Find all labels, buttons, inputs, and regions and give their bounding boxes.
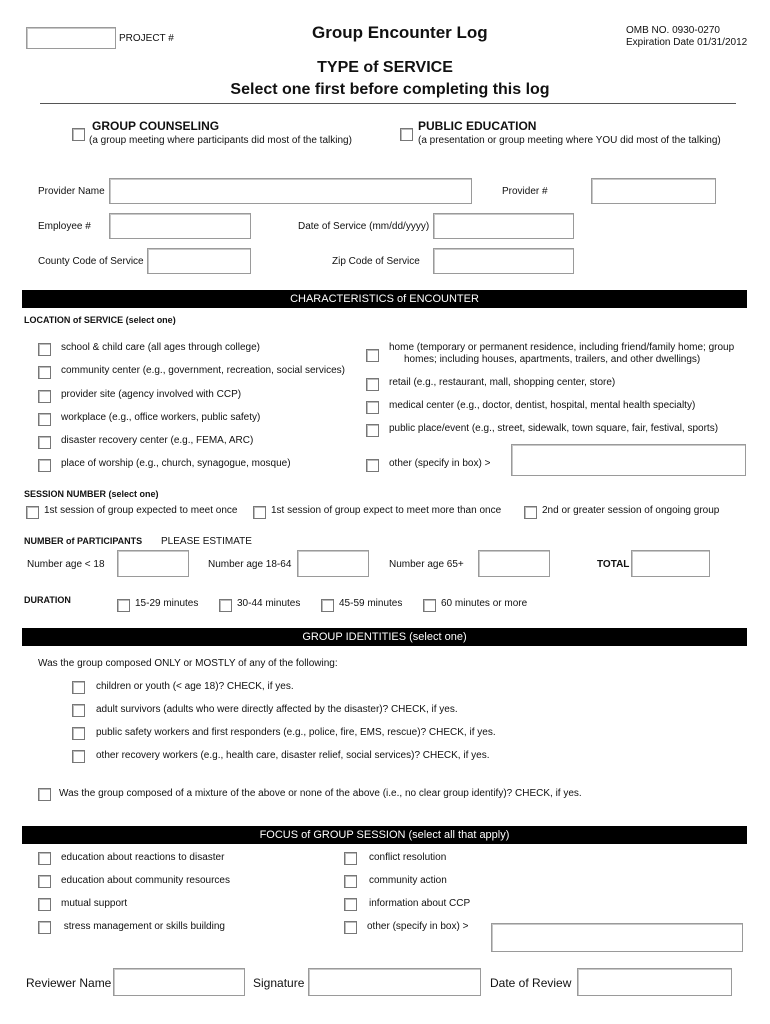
location-disaster-recovery-checkbox[interactable] bbox=[38, 436, 51, 449]
session-more-than-once-checkbox[interactable] bbox=[253, 506, 266, 519]
location-school-checkbox[interactable] bbox=[38, 343, 51, 356]
participants-estimate: PLEASE ESTIMATE bbox=[161, 536, 252, 547]
duration-label: DURATION bbox=[24, 595, 71, 605]
duration-45-59-label: 45-59 minutes bbox=[339, 598, 403, 609]
age-18-64-label: Number age 18-64 bbox=[208, 559, 292, 570]
focus-stress-management-label: stress management or skills building bbox=[61, 921, 225, 932]
project-number-input[interactable] bbox=[26, 27, 116, 49]
identity-public-safety-label: public safety workers and first responders (e.g., police, fire, EMS, rescue)? CHECK, if yes. bbox=[96, 727, 496, 738]
county-code-label: County Code of Service bbox=[38, 256, 144, 267]
age-under-18-input[interactable] bbox=[117, 550, 189, 577]
public-education-checkbox[interactable] bbox=[400, 128, 413, 141]
focus-community-resources-label: education about community resources bbox=[61, 875, 230, 886]
session-ongoing-label: 2nd or greater session of ongoing group bbox=[542, 505, 720, 516]
location-public-place-label: public place/event (e.g., street, sidewalk, town square, fair, festival, sports) bbox=[389, 423, 719, 434]
age-65-plus-label: Number age 65+ bbox=[389, 559, 464, 570]
location-public-place-checkbox[interactable] bbox=[366, 424, 379, 437]
identity-mixture-label: Was the group composed of a mixture of the above or none of the above (i.e., no clear group identify)? CHECK, if yes. bbox=[59, 788, 582, 799]
type-of-service-subtitle: Select one first before completing this log bbox=[230, 81, 550, 98]
date-of-review-input[interactable] bbox=[577, 968, 732, 996]
provider-name-label: Provider Name bbox=[38, 186, 105, 197]
zip-code-input[interactable] bbox=[433, 248, 574, 274]
employee-number-label: Employee # bbox=[38, 221, 91, 232]
group-counseling-checkbox[interactable] bbox=[72, 128, 85, 141]
duration-30-44-label: 30-44 minutes bbox=[237, 598, 301, 609]
location-home-label-2: homes; including houses, apartments, trailers, and other dwellings) bbox=[404, 354, 701, 365]
location-retail-label: retail (e.g., restaurant, mall, shopping center, store) bbox=[389, 377, 616, 388]
age-under-18-label: Number age < 18 bbox=[27, 559, 105, 570]
focus-mutual-support-checkbox[interactable] bbox=[38, 898, 51, 911]
public-education-label: PUBLIC EDUCATION bbox=[418, 119, 537, 133]
session-more-than-once-label: 1st session of group expect to meet more than once bbox=[271, 505, 502, 516]
type-of-service-title: TYPE of SERVICE bbox=[317, 59, 453, 76]
duration-45-59-checkbox[interactable] bbox=[321, 599, 334, 612]
identity-recovery-workers-checkbox[interactable] bbox=[72, 750, 85, 763]
focus-conflict-resolution-label: conflict resolution bbox=[369, 852, 447, 863]
focus-community-action-checkbox[interactable] bbox=[344, 875, 357, 888]
location-worship-label: place of worship (e.g., church, synagogue, mosque) bbox=[61, 458, 291, 469]
reviewer-name-label: Reviewer Name bbox=[26, 976, 112, 990]
reviewer-name-input[interactable] bbox=[113, 968, 245, 996]
focus-community-resources-checkbox[interactable] bbox=[38, 875, 51, 888]
provider-number-input[interactable] bbox=[591, 178, 716, 204]
expiration-date: Expiration Date 01/31/2012 bbox=[626, 37, 748, 48]
total-input[interactable] bbox=[631, 550, 710, 577]
focus-mutual-support-label: mutual support bbox=[61, 898, 128, 909]
page-title: Group Encounter Log bbox=[312, 23, 488, 42]
focus-reactions-label: education about reactions to disaster bbox=[61, 852, 225, 863]
identity-mixture-checkbox[interactable] bbox=[38, 788, 51, 801]
duration-15-29-label: 15-29 minutes bbox=[135, 598, 199, 609]
location-medical-label: medical center (e.g., doctor, dentist, hospital, mental health specialty) bbox=[389, 400, 696, 411]
identity-adult-survivors-checkbox[interactable] bbox=[72, 704, 85, 717]
focus-other-checkbox[interactable] bbox=[344, 921, 357, 934]
duration-15-29-checkbox[interactable] bbox=[117, 599, 130, 612]
age-65-plus-input[interactable] bbox=[478, 550, 550, 577]
location-disaster-recovery-label: disaster recovery center (e.g., FEMA, ARC) bbox=[61, 435, 254, 446]
date-of-review-label: Date of Review bbox=[490, 976, 572, 990]
duration-60-plus-label: 60 minutes or more bbox=[441, 598, 528, 609]
location-other-label: other (specify in box) > bbox=[389, 458, 491, 469]
provider-number-label: Provider # bbox=[502, 186, 548, 197]
focus-header: FOCUS of GROUP SESSION (select all that apply) bbox=[22, 826, 747, 844]
location-retail-checkbox[interactable] bbox=[366, 378, 379, 391]
focus-information-ccp-checkbox[interactable] bbox=[344, 898, 357, 911]
public-education-desc: (a presentation or group meeting where YOU did most of the talking) bbox=[418, 135, 721, 146]
date-of-service-input[interactable] bbox=[433, 213, 574, 239]
age-18-64-input[interactable] bbox=[297, 550, 369, 577]
focus-community-action-label: community action bbox=[369, 875, 447, 886]
focus-reactions-checkbox[interactable] bbox=[38, 852, 51, 865]
location-community-center-label: community center (e.g., government, recreation, social services) bbox=[61, 365, 345, 376]
duration-30-44-checkbox[interactable] bbox=[219, 599, 232, 612]
date-of-service-label: Date of Service (mm/dd/yyyy) bbox=[298, 221, 430, 232]
duration-60-plus-checkbox[interactable] bbox=[423, 599, 436, 612]
location-medical-checkbox[interactable] bbox=[366, 401, 379, 414]
location-school-label: school & child care (all ages through college) bbox=[61, 342, 260, 353]
location-workplace-label: workplace (e.g., office workers, public safety) bbox=[61, 412, 261, 423]
identity-adult-survivors-label: adult survivors (adults who were directly affected by the disaster)? CHECK, if yes. bbox=[96, 704, 458, 715]
identity-children-label: children or youth (< age 18)? CHECK, if yes. bbox=[96, 681, 294, 692]
focus-other-label: other (specify in box) > bbox=[367, 921, 469, 932]
location-home-checkbox[interactable] bbox=[366, 349, 379, 362]
location-provider-site-checkbox[interactable] bbox=[38, 390, 51, 403]
session-number-label: SESSION NUMBER (select one) bbox=[24, 489, 159, 499]
location-home-label-1: home (temporary or permanent residence, including friend/family home; group bbox=[389, 342, 735, 353]
location-workplace-checkbox[interactable] bbox=[38, 413, 51, 426]
identity-public-safety-checkbox[interactable] bbox=[72, 727, 85, 740]
location-provider-site-label: provider site (agency involved with CCP) bbox=[61, 389, 242, 400]
county-code-input[interactable] bbox=[147, 248, 251, 274]
provider-name-input[interactable] bbox=[109, 178, 472, 204]
characteristics-header: CHARACTERISTICS of ENCOUNTER bbox=[22, 290, 747, 308]
focus-stress-management-checkbox[interactable] bbox=[38, 921, 51, 934]
session-ongoing-checkbox[interactable] bbox=[524, 506, 537, 519]
signature-input[interactable] bbox=[308, 968, 481, 996]
session-once-label: 1st session of group expected to meet once bbox=[44, 505, 238, 516]
group-identities-header: GROUP IDENTITIES (select one) bbox=[22, 628, 747, 646]
identity-recovery-workers-label: other recovery workers (e.g., health care, disaster relief, social services)? CHECK, if yes. bbox=[96, 750, 490, 761]
identities-question: Was the group composed ONLY or MOSTLY of any of the following: bbox=[38, 658, 338, 669]
total-label: TOTAL bbox=[597, 559, 630, 570]
focus-other-input[interactable] bbox=[491, 923, 743, 952]
session-once-checkbox[interactable] bbox=[26, 506, 39, 519]
group-counseling-desc: (a group meeting where participants did most of the talking) bbox=[89, 135, 352, 146]
location-other-input[interactable] bbox=[511, 444, 746, 476]
employee-number-input[interactable] bbox=[109, 213, 251, 239]
divider bbox=[40, 103, 736, 104]
location-label: LOCATION of SERVICE (select one) bbox=[24, 315, 176, 325]
focus-information-ccp-label: information about CCP bbox=[369, 898, 471, 909]
zip-code-label: Zip Code of Service bbox=[332, 256, 420, 267]
omb-number: OMB NO. 0930-0270 bbox=[626, 25, 720, 36]
location-community-center-checkbox[interactable] bbox=[38, 366, 51, 379]
project-label: PROJECT # bbox=[119, 33, 174, 44]
participants-label: NUMBER of PARTICIPANTS bbox=[24, 536, 143, 546]
signature-label: Signature bbox=[253, 976, 305, 990]
location-other-checkbox[interactable] bbox=[366, 459, 379, 472]
location-worship-checkbox[interactable] bbox=[38, 459, 51, 472]
focus-conflict-resolution-checkbox[interactable] bbox=[344, 852, 357, 865]
group-counseling-label: GROUP COUNSELING bbox=[92, 119, 220, 133]
identity-children-checkbox[interactable] bbox=[72, 681, 85, 694]
